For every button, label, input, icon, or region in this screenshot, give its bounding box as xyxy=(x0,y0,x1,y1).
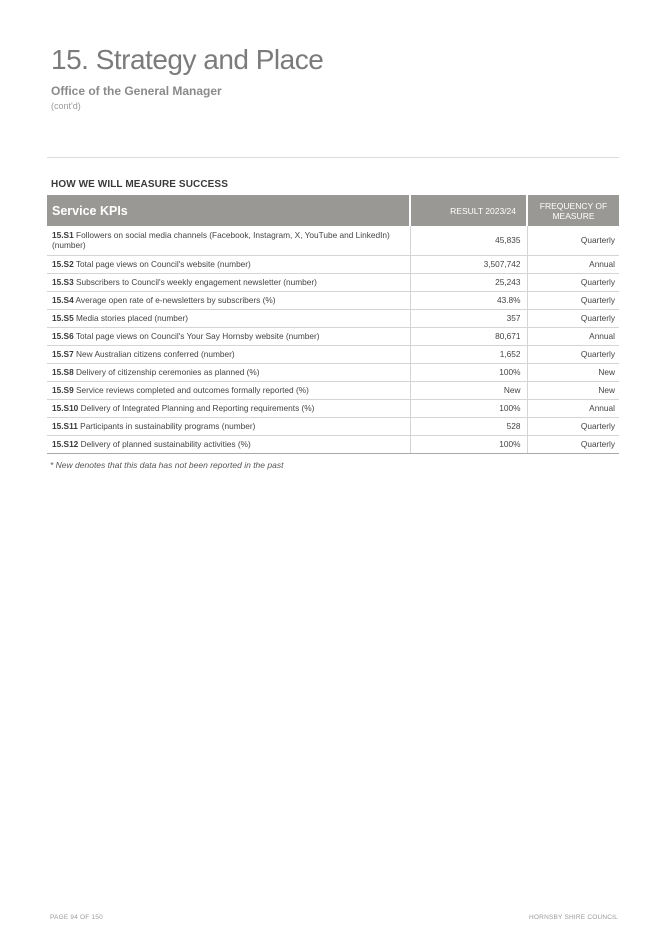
kpi-name-cell xyxy=(47,435,410,453)
kpi-frequency-cell: Quarterly xyxy=(527,309,619,327)
kpi-code: 15.S2 xyxy=(52,259,74,269)
kpi-table xyxy=(47,195,619,454)
column-header-service-kpis: Service KPIs xyxy=(47,195,410,226)
kpi-name-cell xyxy=(47,381,410,399)
kpi-name-cell xyxy=(47,255,410,273)
section-heading: HOW WE WILL MEASURE SUCCESS xyxy=(51,179,228,190)
kpi-name-cell xyxy=(47,327,410,345)
table-row xyxy=(47,226,619,255)
kpi-description: Followers on social media channels (Facebook, Instagram, X, YouTube and LinkedIn) (number) xyxy=(52,230,390,251)
kpi-code: 15.S10 xyxy=(52,403,79,413)
kpi-description: Media stories placed (number) xyxy=(76,313,189,323)
kpi-frequency-cell: Quarterly xyxy=(527,291,619,309)
kpi-description: Subscribers to Council's weekly engagement newsletter (number) xyxy=(76,277,317,287)
kpi-code: 15.S4 xyxy=(52,295,74,305)
continued-label: (cont'd) xyxy=(51,101,81,111)
table-row xyxy=(47,327,619,345)
table-row xyxy=(47,255,619,273)
kpi-description: Delivery of Integrated Planning and Reporting requirements (%) xyxy=(80,403,315,413)
page-title: 15. Strategy and Place xyxy=(51,44,324,75)
column-header-result: RESULT 2023/24 xyxy=(410,195,527,226)
kpi-table-body xyxy=(47,226,619,453)
kpi-result-cell: 80,671 xyxy=(410,327,527,345)
kpi-code: 15.S6 xyxy=(52,331,74,341)
table-header-row xyxy=(47,195,619,226)
kpi-description: Participants in sustainability programs (number) xyxy=(80,421,256,431)
kpi-code: 15.S7 xyxy=(52,349,74,359)
kpi-name-cell xyxy=(47,417,410,435)
kpi-frequency-cell: Annual xyxy=(527,327,619,345)
kpi-code: 15.S1 xyxy=(52,230,74,241)
kpi-result-cell: New xyxy=(410,381,527,399)
table-row xyxy=(47,273,619,291)
column-header-frequency: FREQUENCY OF MEASURE xyxy=(527,195,619,226)
kpi-result-cell: 528 xyxy=(410,417,527,435)
table-row xyxy=(47,309,619,327)
kpi-description: Total page views on Council's website (number) xyxy=(75,259,251,269)
kpi-result-cell: 357 xyxy=(410,309,527,327)
table-row xyxy=(47,345,619,363)
kpi-frequency-cell: New xyxy=(527,363,619,381)
kpi-name-cell xyxy=(47,226,410,255)
kpi-frequency-cell: Annual xyxy=(527,255,619,273)
table-row xyxy=(47,381,619,399)
kpi-frequency-cell: Quarterly xyxy=(527,226,619,255)
kpi-frequency-cell: Quarterly xyxy=(527,345,619,363)
kpi-result-cell: 3,507,742 xyxy=(410,255,527,273)
kpi-result-cell: 45,835 xyxy=(410,226,527,255)
footer-organisation: HORNSBY SHIRE COUNCIL xyxy=(529,914,618,921)
kpi-frequency-cell: New xyxy=(527,381,619,399)
kpi-result-cell: 100% xyxy=(410,399,527,417)
kpi-code: 15.S5 xyxy=(52,313,74,323)
kpi-description: Service reviews completed and outcomes formally reported (%) xyxy=(76,385,309,395)
kpi-name-cell xyxy=(47,309,410,327)
kpi-frequency-cell: Quarterly xyxy=(527,273,619,291)
kpi-frequency-cell: Quarterly xyxy=(527,435,619,453)
kpi-description: New Australian citizens conferred (number) xyxy=(76,349,235,359)
kpi-result-cell: 100% xyxy=(410,435,527,453)
kpi-result-cell: 1,652 xyxy=(410,345,527,363)
kpi-result-cell: 43.8% xyxy=(410,291,527,309)
table-row xyxy=(47,399,619,417)
section-divider xyxy=(47,157,619,158)
kpi-code: 15.S8 xyxy=(52,367,74,377)
kpi-name-cell xyxy=(47,399,410,417)
table-row xyxy=(47,417,619,435)
kpi-code: 15.S11 xyxy=(52,421,78,431)
kpi-description: Total page views on Council's Your Say Hornsby website (number) xyxy=(75,331,320,341)
kpi-result-cell: 25,243 xyxy=(410,273,527,291)
kpi-description: Delivery of planned sustainability activities (%) xyxy=(80,439,251,449)
kpi-code: 15.S3 xyxy=(52,277,74,287)
kpi-name-cell xyxy=(47,363,410,381)
kpi-name-cell xyxy=(47,291,410,309)
kpi-code: 15.S12 xyxy=(52,439,79,449)
kpi-description: Average open rate of e-newsletters by subscribers (%) xyxy=(75,295,276,305)
footnote: * New denotes that this data has not been reported in the past xyxy=(50,460,284,470)
kpi-frequency-cell: Annual xyxy=(527,399,619,417)
table-row xyxy=(47,435,619,453)
kpi-code: 15.S9 xyxy=(52,385,74,395)
kpi-result-cell: 100% xyxy=(410,363,527,381)
kpi-name-cell xyxy=(47,345,410,363)
kpi-frequency-cell: Quarterly xyxy=(527,417,619,435)
table-row xyxy=(47,291,619,309)
kpi-description: Delivery of citizenship ceremonies as planned (%) xyxy=(76,367,260,377)
table-row xyxy=(47,363,619,381)
page-subtitle: Office of the General Manager xyxy=(51,84,222,98)
page-number: PAGE 94 OF 150 xyxy=(50,914,103,921)
kpi-name-cell xyxy=(47,273,410,291)
